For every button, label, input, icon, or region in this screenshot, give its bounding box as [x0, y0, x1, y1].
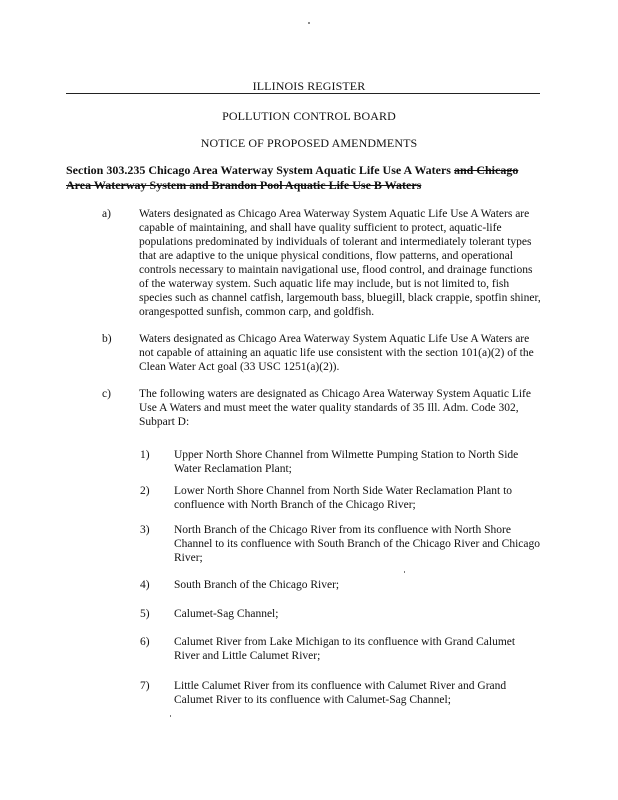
- section-heading: [66, 163, 540, 193]
- list-item-label: 2): [140, 485, 150, 497]
- list-item-label: 7): [140, 680, 150, 692]
- paragraph-b-label: b): [102, 333, 112, 345]
- scan-speck: [170, 715, 171, 717]
- list-item-text: North Branch of the Chicago River from its confluence with North Shore Channel to its confluence with South Branch of the Chicago River and Chicago River;: [174, 524, 541, 564]
- list-item-text: Upper North Shore Channel from Wilmette Pumping Station to North Side Water Reclamation Plant;: [174, 449, 519, 475]
- header-rule: [66, 93, 540, 94]
- paragraph-b-text: Waters designated as Chicago Area Waterway System Aquatic Life Use A Waters are not capable of attaining an aquatic life use consistent with the section 101(a)(2) of the Clean Water Act goal (33 USC 1251(a)(2)).: [139, 333, 534, 373]
- section-title-struck: and Chicago Area Waterway System and Brandon Pool Aquatic Life Use B Waters: [66, 163, 519, 192]
- list-item-text: South Branch of the Chicago River;: [174, 579, 340, 591]
- notice-title: NOTICE OF PROPOSED AMENDMENTS: [200, 136, 418, 150]
- paragraph-c-text: The following waters are designated as Chicago Area Waterway System Aquatic Life Use A Waters and must meet the water quality standards of 35 Ill. Adm. Code 302, Subpart D:: [139, 388, 531, 428]
- paragraph-c-label: c): [102, 388, 111, 400]
- list-item-text: Calumet-Sag Channel;: [174, 608, 279, 620]
- list-item-label: 4): [140, 579, 150, 591]
- register-title: ILLINOIS REGISTER: [252, 79, 366, 93]
- list-item-text: Calumet River from Lake Michigan to its confluence with Grand Calumet River and Little Calumet River;: [174, 636, 516, 662]
- paragraph-a-text: Waters designated as Chicago Area Waterway System Aquatic Life Use A Waters are capable of maintaining, and shall have quality sufficient to protect, aquatic-life populations predominated by individuals of tolerant and intermediately tolerant types that are adaptive to the unique physical conditions, flow patterns, and operational controls necessary to maintain navigational use, flood control, and drainage functions of the waterway system. Such aquatic life may include, but is not limited to, fish species such as channel catfish, largemouth bass, bluegill, black crappie, spotfin shiner, orangespotted sunfish, common carp, and goldfish.: [139, 208, 541, 318]
- paragraph-a-label: a): [102, 208, 111, 220]
- list-item-label: 5): [140, 608, 150, 620]
- list-item-label: 3): [140, 524, 150, 536]
- scan-speck: [308, 22, 310, 24]
- list-item-label: 1): [140, 449, 150, 461]
- list-item-text: Lower North Shore Channel from North Side Water Reclamation Plant to confluence with North Branch of the Chicago River;: [174, 485, 513, 511]
- board-title: POLLUTION CONTROL BOARD: [222, 109, 396, 123]
- scan-speck: [404, 571, 405, 573]
- section-title: Section 303.235 Chicago Area Waterway System Aquatic Life Use A Waters: [66, 163, 451, 177]
- list-item-text: Little Calumet River from its confluence with Calumet River and Grand Calumet River to its confluence with Calumet-Sag Channel;: [174, 680, 507, 706]
- list-item-label: 6): [140, 636, 150, 648]
